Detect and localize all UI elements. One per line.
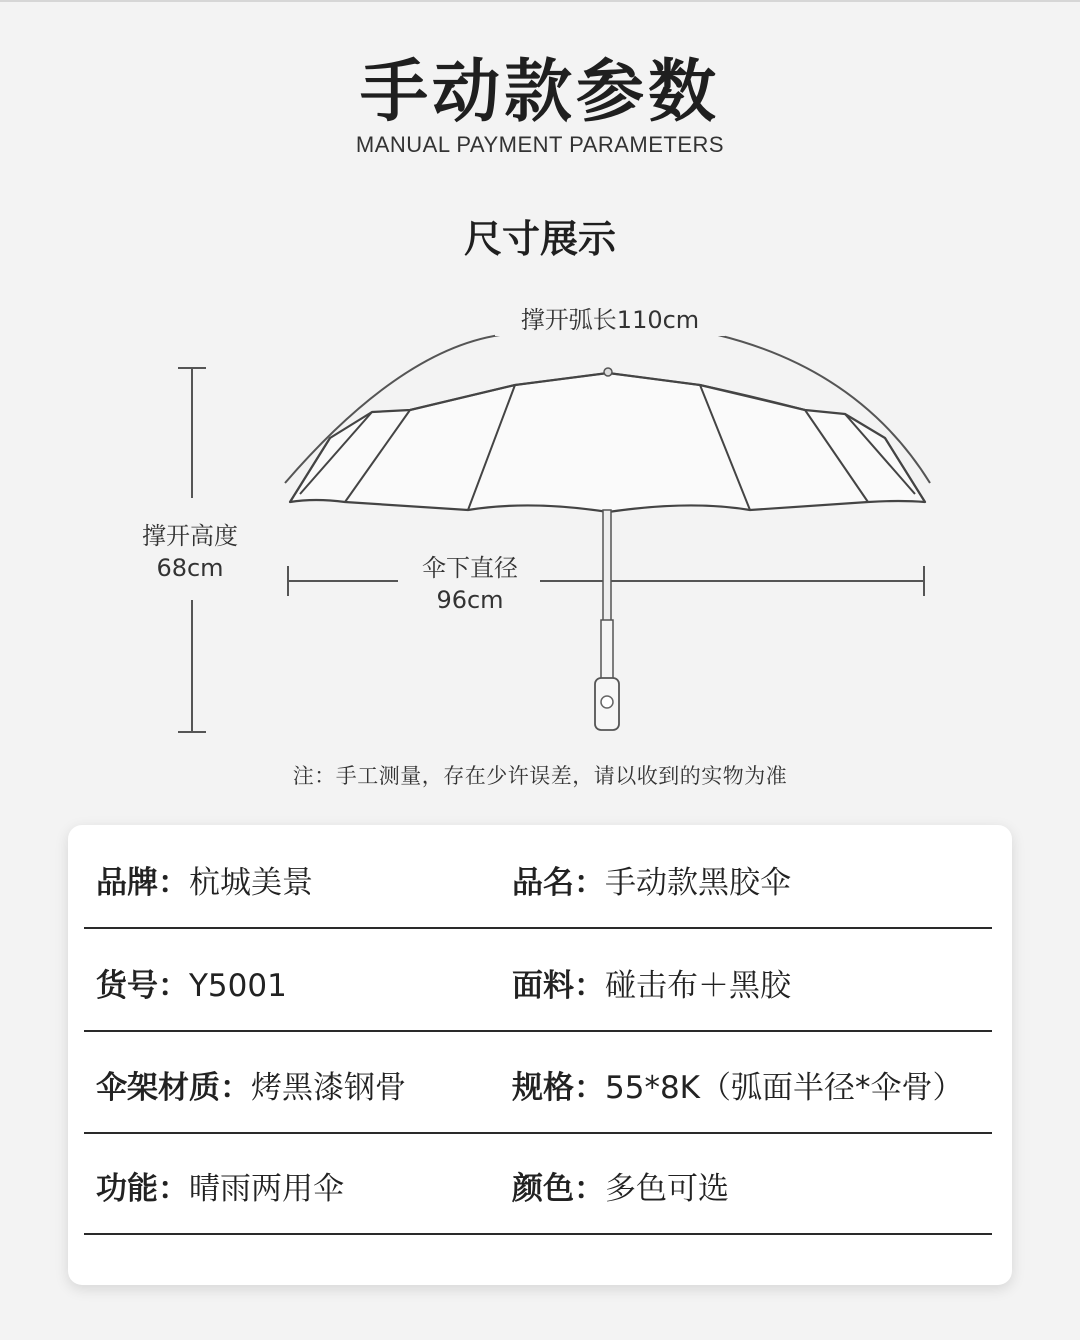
- arc-length-label: 撑开弧长110cm: [495, 304, 725, 336]
- diameter-value: 96cm: [436, 586, 504, 614]
- spec-value: Y5001: [189, 968, 287, 1004]
- diameter-label-text: 伞下直径: [422, 554, 518, 582]
- diameter-label: [400, 552, 540, 616]
- spec-key: 货号：: [96, 968, 189, 1004]
- spec-size: [512, 1068, 964, 1108]
- table-row: [84, 1131, 992, 1235]
- spec-key: 伞架材质：: [96, 1070, 251, 1106]
- spec-item-number: [96, 966, 287, 1006]
- spec-value: 晴雨两用伞: [189, 1171, 344, 1207]
- spec-table: [68, 825, 1012, 1285]
- umbrella-diagram: [0, 290, 1080, 750]
- spec-color: [512, 1169, 729, 1209]
- spec-value: 多色可选: [605, 1171, 729, 1207]
- spec-key: 颜色：: [512, 1171, 605, 1207]
- umbrella-shaft: [595, 510, 619, 730]
- spec-value: 烤黑漆钢骨: [251, 1070, 406, 1106]
- spec-fabric: [512, 966, 791, 1006]
- height-label: [120, 520, 260, 584]
- spec-value: 手动款黑胶伞: [605, 865, 791, 901]
- top-divider: [0, 0, 1080, 2]
- measurement-note: 注：手工测量，存在少许误差，请以收到的实物为准: [292, 764, 788, 788]
- page-subtitle: MANUAL PAYMENT PARAMETERS: [355, 132, 725, 157]
- spec-key: 功能：: [96, 1171, 189, 1207]
- spec-key: 品牌：: [96, 865, 189, 901]
- section-title: 尺寸展示: [463, 217, 616, 261]
- spec-key: 品名：: [512, 865, 605, 901]
- spec-value: 碰击布＋黑胶: [605, 968, 791, 1004]
- spec-product-name: [512, 863, 791, 903]
- spec-key: 规格：: [512, 1070, 605, 1106]
- spec-value: 55*8K（弧面半径*伞骨）: [605, 1070, 964, 1106]
- table-row: [84, 825, 992, 929]
- spec-frame-material: [96, 1068, 406, 1108]
- height-value: 68cm: [156, 554, 224, 582]
- spec-key: 面料：: [512, 968, 605, 1004]
- canopy: [290, 373, 925, 512]
- table-row: [84, 928, 992, 1032]
- page-title: 手动款参数: [359, 53, 720, 132]
- spec-value: 杭城美景: [189, 865, 313, 901]
- spec-brand: [96, 863, 313, 903]
- table-row: [84, 1030, 992, 1134]
- spec-function: [96, 1169, 344, 1209]
- height-label-text: 撑开高度: [142, 522, 238, 550]
